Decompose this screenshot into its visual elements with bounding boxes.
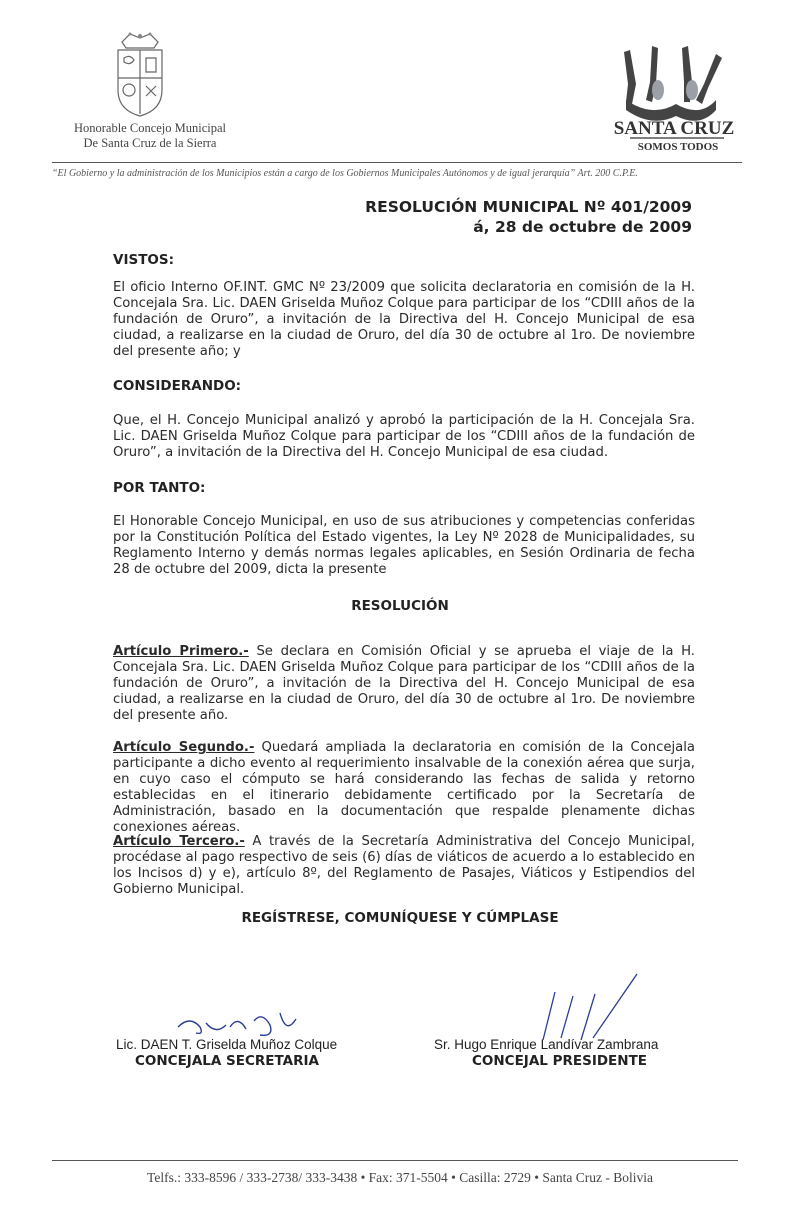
logo-subtext: SOMOS TODOS <box>637 141 719 152</box>
closing-formula: REGÍSTRESE, COMUNÍQUESE Y CÚMPLASE <box>241 910 559 926</box>
article-second-text: Quedará ampliada la declaratoria en comisión de la Concejala participante a dicho evento al requerimiento insalvable de la conexión aérea que surja, en cuyo caso el cómputo se hará considerando las fechas de salida y retorno establecidas en el itinerario debidamente certificado por la Secretaría de Administración, basado en la documentación que respalde plenamente dichas conexiones aéreas. <box>113 740 695 835</box>
left-signer-name: Lic. DAEN T. Griselda Muñoz Colque <box>116 1037 338 1052</box>
header-divider <box>52 162 742 163</box>
resolution-title: RESOLUCIÓN MUNICIPAL Nº 401/2009 <box>365 198 692 216</box>
considerando-text: Que, el H. Concejo Municipal analizó y aprobó la participación de la H. Concejala Sra. Lic. DAEN Griselda Muñoz Colque para participar de los “CDIII años de la fundación de Oruro”, a invitación de la Directiva del H. Concejo Municipal de esa ciudad. <box>113 413 695 460</box>
resolution-date: á, 28 de octubre de 2009 <box>473 218 692 236</box>
article-second <box>113 740 695 836</box>
article-first <box>113 644 695 724</box>
article-first-label: Artículo Primero.- <box>113 644 249 659</box>
right-signer-name: Sr. Hugo Enrique Landívar Zambrana <box>434 1037 659 1052</box>
vistos-heading: VISTOS: <box>113 252 175 268</box>
left-signer-role: CONCEJALA SECRETARIA <box>135 1053 319 1069</box>
resolucion-heading: RESOLUCIÓN <box>351 598 449 614</box>
org-name-line1: Honorable Concejo Municipal <box>73 121 227 135</box>
por-tanto-text: El Honorable Concejo Municipal, en uso de sus atribuciones y competencias conferidas por la Constitución Política del Estado vigentes, la Ley Nº 2028 de Municipalidades, su Reglamento Interno y demás normas legales aplicables, en Sesión Ordinaria de fecha 28 de octubre del 2009, dicta la presente <box>113 514 695 577</box>
constitution-motto: “El Gobierno y la administración de los Municipios están a cargo de los Gobiernos Municipales Autónomos y de igual jerarquía” Art. 200 C.P.E. <box>52 168 638 179</box>
considerando-heading: CONSIDERANDO: <box>113 378 242 394</box>
article-first-text: Se declara en Comisión Oficial y se aprueba el viaje de la H. Concejala Sra. Lic. DAEN Griselda Muñoz Colque para participar de los “CDIII años de la fundación de Oruro”, a invitación de la Directiva del H. Concejo Municipal de esa ciudad, a realizarse en la ciudad de Oruro, del día 30 de octubre al 1ro. De noviembre del presente año. <box>113 644 695 723</box>
logo-text: SANTA CRUZ <box>613 118 735 139</box>
article-third-label: Artículo Tercero.- <box>113 834 245 849</box>
article-third-text: A través de la Secretaría Administrativa del Concejo Municipal, procédase al pago respectivo de seis (6) días de viáticos de acuerdo a lo establecido en los Incisos d) y e), artículo 8º, del Reglamento de Pasajes, Viáticos y Estipendios del Gobierno Municipal. <box>113 834 695 897</box>
footer-contact: Telfs.: 333-8596 / 333-2738/ 333-3438 • Fax: 371-5504 • Casilla: 2729 • Santa Cruz - Bolivia <box>147 1170 653 1185</box>
article-second-label: Artículo Segundo.- <box>113 740 255 755</box>
article-third <box>113 834 695 898</box>
por-tanto-heading: POR TANTO: <box>113 480 206 496</box>
vistos-text: El oficio Interno OF.INT. GMC Nº 23/2009 que solicita declaratoria en comisión de la H. Concejala Sra. Lic. DAEN Griselda Muñoz Colque para participar de los “CDIII años de la fundación de Oruro”, a invitación de la Directiva del H. Concejo Municipal de esa ciudad, a realizarse en la ciudad de Oruro, del día 30 de octubre al 1ro. De noviembre del presente año; y <box>113 280 695 359</box>
right-signer-role: CONCEJAL PRESIDENTE <box>472 1053 647 1069</box>
footer-divider <box>52 1160 738 1161</box>
santa-cruz-logo-icon <box>612 44 742 152</box>
coat-of-arms-icon <box>100 28 180 118</box>
org-name-line2: De Santa Cruz de la Sierra <box>83 136 217 150</box>
